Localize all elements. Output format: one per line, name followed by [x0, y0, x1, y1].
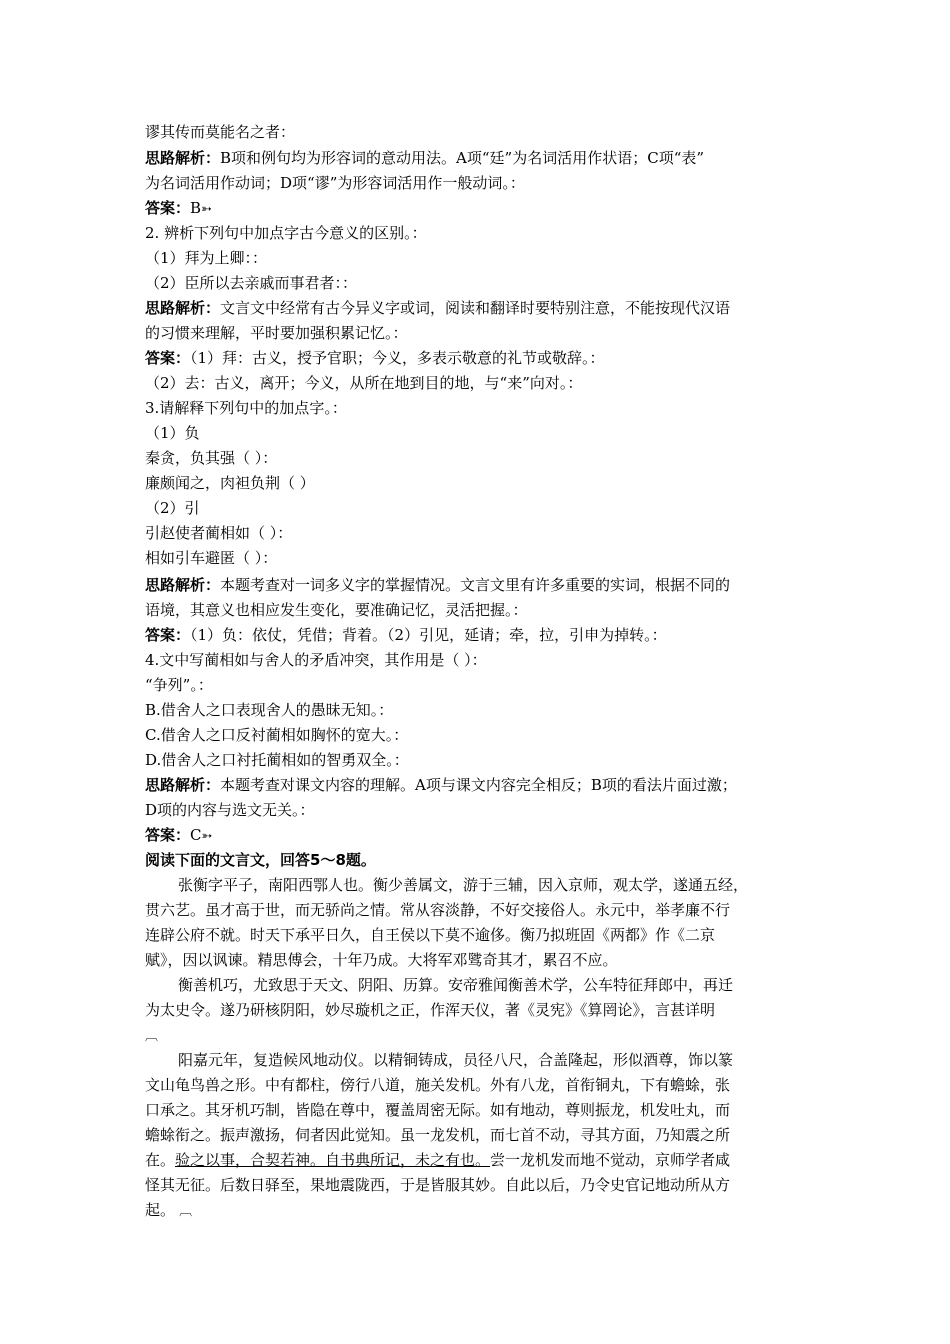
passage-line: 文山龟鸟兽之形。中有都柱，傍行八道，施关发机。外有八龙，首衔铜丸，下有蟾蜍，张	[145, 1076, 731, 1094]
analysis-line: 思路解析：本题考查对课文内容的理解。A项与课文内容完全相反；B项的看法片面过激；	[145, 776, 737, 794]
text-line: 引赵使者蔺相如（ ）：	[145, 524, 293, 542]
passage-line: 在。验之以事，合契若神。自书典所记，未之有也。尝一龙机发而地不觉动，京师学者咸	[145, 1151, 731, 1169]
text-line: 为名词活用作动词；D项“谬”为形容词活用作一般动词。：	[145, 174, 525, 192]
passage-line: 起。 ︹	[145, 1201, 193, 1219]
text-line: （1）拜为上卿：：	[145, 249, 268, 267]
underlined-sentence: 验之以事，合契若神。自书典所记，未之有也。	[175, 1151, 491, 1169]
break-icon: ︹	[175, 1204, 193, 1219]
option-line: B.借舍人之口表现舍人的愚昧无知。：	[145, 701, 394, 719]
text-line: D项的内容与选文无关。：	[145, 801, 315, 819]
passage-line: 贯六艺。虽才高于世，而无骄尚之情。常从容淡静，不好交接俗人。永元中，举孝廉不行	[145, 901, 731, 919]
answer-label: 答案：	[145, 626, 191, 644]
passage-line: 张衡字平子，南阳西鄂人也。衡少善属文，游于三辅，因入京师，观太学，遂通五经，	[178, 876, 749, 894]
question-line: 3.请解释下列句中的加点字。：	[145, 399, 347, 417]
section-heading: 阅读下面的文言文，回答5～8题。	[145, 851, 376, 869]
text-line: （2）臣所以去亲戚而事君者：：	[145, 274, 358, 292]
text-line: （2）去：古义，离开；今义，从所在地到目的地，与“来”向对。：	[145, 374, 583, 392]
text-line: 的习惯来理解，平时要加强积累记忆。：	[145, 324, 408, 342]
text-line: （1）负	[145, 424, 200, 442]
passage-line: 蟾蜍衔之。振声激扬，伺者因此觉知。虽一龙发机，而七首不动，寻其方面，乃知震之所	[145, 1126, 731, 1144]
answer-line: 答案：B➳	[145, 199, 212, 217]
answer-label: 答案：	[145, 826, 191, 844]
analysis-label: 思路解析：	[145, 149, 221, 167]
passage-line: 衡善机巧，尤致思于天文、阴阳、历算。安帝雅闻衡善术学，公车特征拜郎中，再迁	[178, 976, 734, 994]
analysis-line: 思路解析：本题考查对一词多义字的掌握情况。文言文里有许多重要的实词，根据不同的	[145, 576, 731, 594]
text-line: 语境，其意义也相应发生变化，要准确记忆，灵活把握。：	[145, 601, 528, 619]
passage-line: 连辟公府不就。时天下承平日久，自王侯以下莫不逾侈。衡乃拟班固《两都》作《二京	[145, 926, 716, 944]
analysis-label: 思路解析：	[145, 576, 221, 594]
answer-line: 答案：（1）负：依仗，凭借；背着。（2）引见，延请；牵，拉，引申为掉转。：	[145, 626, 667, 644]
answer-label: 答案：	[145, 199, 191, 217]
passage-line: 为太史令。遂乃研核阴阳，妙尽璇机之正，作浑天仪，著《灵宪》《算罔论》，言甚详明	[145, 1001, 716, 1019]
question-line: 4.文中写蔺相如与舍人的矛盾冲突，其作用是（ ）：	[145, 651, 487, 669]
answer-label: 答案：	[145, 349, 191, 367]
text-line: “争列”。：	[145, 676, 213, 694]
mark-icon: ➳	[201, 202, 212, 217]
analysis-line: 思路解析：文言文中经常有古今异义字或词，阅读和翻译时要特别注意，不能按现代汉语	[145, 299, 731, 317]
answer-line: 答案：C➳	[145, 826, 213, 844]
text-line: 相如引车避匿（ ）：	[145, 549, 278, 567]
text-line: 秦贪，负其强（ ）：	[145, 449, 278, 467]
text-line: 谬其传而莫能名之者：	[145, 123, 296, 141]
question-line: 2. 辨析下列句中加点字古今意义的区别。：	[145, 224, 427, 242]
analysis-label: 思路解析：	[145, 299, 221, 317]
passage-line: 怪其无征。后数日驿至，果地震陇西，于是皆服其妙。自此以后，乃令史官记地动所从方	[145, 1176, 731, 1194]
break-mark	[145, 1023, 815, 1049]
option-line: D.借舍人之口衬托蔺相如的智勇双全。：	[145, 751, 409, 769]
passage-line: 赋》，因以讽谏。精思傅会，十年乃成。大将军邓骘奇其才，累召不应。	[145, 951, 618, 969]
text-line: 廉颇闻之，肉袒负荆（ ）	[145, 474, 315, 492]
analysis-label: 思路解析：	[145, 776, 221, 794]
analysis-line: 思路解析：B项和例句均为形容词的意动用法。A项“廷”为名词活用作状语；C项“表”	[145, 149, 705, 167]
break-icon: ︹	[145, 1029, 159, 1044]
answer-line: 答案：（1）拜：古义，授予官职；今义，多表示敬意的礼节或敬辞。：	[145, 349, 605, 367]
passage-line: 口承之。其牙机巧制，皆隐在尊中，覆盖周密无际。如有地动，尊则振龙，机发吐丸，而	[145, 1101, 731, 1119]
text-line: （2）引	[145, 499, 200, 517]
option-line: C.借舍人之口反衬蔺相如胸怀的宽大。：	[145, 726, 409, 744]
mark-icon: ➳	[201, 829, 213, 844]
passage-line: 阳嘉元年，复造候风地动仪。以精铜铸成，员径八尺，合盖隆起，形似酒尊，饰以篆	[178, 1051, 734, 1069]
